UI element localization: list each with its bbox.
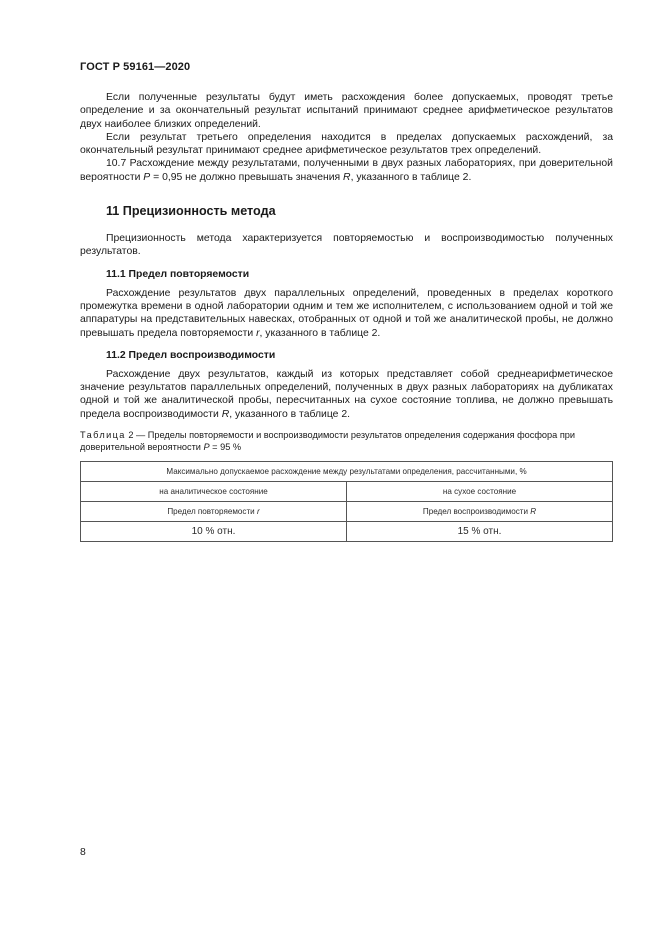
page-content [80, 91, 613, 542]
table-caption-tail: = 95 % [209, 441, 242, 452]
table-value-reproducibility: 15 % отн. [347, 522, 613, 542]
paragraph-third-result: Если результат третьего определения находится в пределах допускаемых расхождений, за окончательный результат принимают среднее арифметическое результатов трех определений. [80, 131, 613, 157]
paragraph-10-7-text-3: , указанного в таблице 2. [350, 171, 472, 183]
subsection-11-1-text-after: , указанного в таблице 2. [259, 327, 381, 339]
symbol-r-upper: R [343, 171, 351, 183]
table-label: Таблица [80, 430, 126, 441]
subsection-11-2-text [80, 368, 613, 421]
page-number: 8 [80, 847, 86, 858]
subsection-11-2-text-before: Расхождение двух результатов, каждый из которых представляет собой среднеарифметическое значение результатов параллельных определений, полученных в двух разных лабораториях на дубликатах одной и той же аналитической пробы, пересчитанных на сухое состояние топлива, не должно превышать предела воспроизводимости [80, 368, 613, 420]
symbol-p: P [203, 441, 210, 452]
standard-header: ГОСТ Р 59161—2020 [80, 61, 191, 73]
paragraph-third-determination: Если полученные результаты будут иметь расхождения более допускаемых, проводят третье определение и за окончательный результат испытаний принимают среднее арифметическое результатов двух наиболее близких определений. [80, 92, 613, 130]
subsection-11-1-text-before: Расхождение результатов двух параллельных определений, проведенных в пределах короткого промежутка времени в одной лаборатории одним и тем же исполнителем, с использованием одной и той же аппаратуры на представительных навесках, отобранных от одной и той же аналитической пробы, не должно превышать предела повторяемости [80, 287, 613, 339]
table-reproducibility-limit [347, 502, 613, 522]
subsection-11-2-text-after: , указанного в таблице 2. [229, 408, 350, 420]
symbol-p: P [143, 171, 151, 183]
paragraph-10-7-text-2: = 0,95 не должно превышать значения [150, 171, 344, 183]
table-caption-text: 2 — Пределы повторяемости и воспроизводимости результатов определения содержания фосфора при доверительной вероятности [80, 430, 576, 452]
table-2-caption [80, 430, 613, 453]
subsection-11-2-title: 11.2 Предел воспроизводимости [106, 349, 276, 361]
subsection-11-1-title: 11.1 Предел повторяемости [106, 268, 250, 280]
repeatability-label: Предел повторяемости [167, 507, 257, 517]
section-11-title: 11 Прецизионность метода [106, 204, 276, 219]
reproducibility-label: Предел воспроизводимости [422, 507, 531, 517]
paragraph-10-7-text-1: 10.7 Расхождение между результатами, полученными в двух разных лабораториях, при доверительной вероятности [80, 158, 613, 183]
section-11-intro: Прецизионность метода характеризуется повторяемостью и воспроизводимостью полученных результатов. [80, 233, 613, 258]
subsection-11-1-text [80, 287, 613, 340]
table-repeatability-limit [81, 502, 347, 522]
paragraph-10-7 [80, 157, 613, 184]
symbol-r-lower: r [256, 327, 260, 339]
table-header-main: Максимально допускаемое расхождение между результатами определения, рассчитанными, % [81, 462, 613, 482]
symbol-r-upper: R [221, 408, 230, 420]
table-header-analytical: на аналитическое состояние [81, 482, 347, 502]
symbol-r-lower: r [256, 507, 260, 517]
symbol-r-upper: R [530, 507, 537, 517]
table-header-dry: на сухое состояние [347, 482, 613, 502]
table-2 [80, 461, 613, 542]
table-value-repeatability: 10 % отн. [81, 522, 347, 542]
